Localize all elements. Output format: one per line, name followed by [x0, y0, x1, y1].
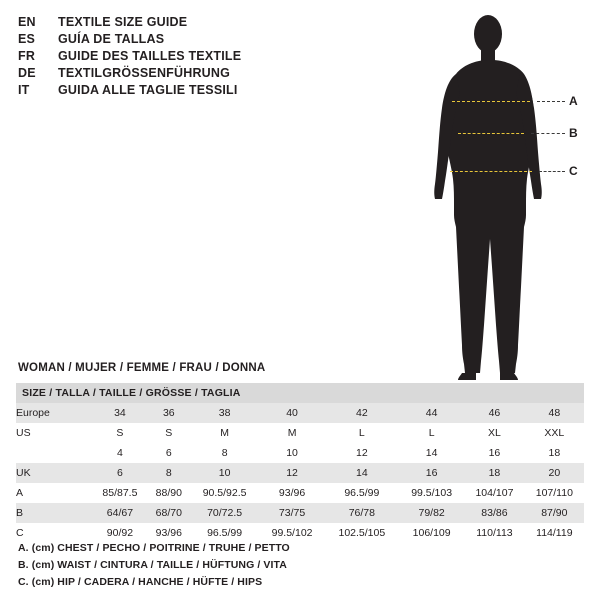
cell: 114/119 [525, 523, 584, 543]
table-header-row [16, 383, 584, 403]
cell: 20 [525, 463, 584, 483]
hip-label: C [569, 164, 578, 178]
cell: 8 [190, 443, 260, 463]
cell: 70/72.5 [190, 503, 260, 523]
hip-lead-line [539, 171, 565, 172]
cell: 99.5/102 [260, 523, 325, 543]
row-label: US [16, 423, 92, 443]
cell: 93/96 [148, 523, 190, 543]
language-code: ES [18, 32, 36, 46]
language-code: FR [18, 49, 36, 63]
cell: 96.5/99 [325, 483, 399, 503]
cell: L [325, 423, 399, 443]
cell: 79/82 [399, 503, 464, 523]
cell: 4 [92, 443, 148, 463]
chest-measure-line [452, 101, 530, 102]
cell: 85/87.5 [92, 483, 148, 503]
language-code: DE [18, 66, 36, 80]
cell: 14 [399, 443, 464, 463]
cell: XXL [525, 423, 584, 443]
cell: 10 [260, 443, 325, 463]
cell: 104/107 [464, 483, 525, 503]
row-label: UK [16, 463, 92, 483]
language-row-fr [18, 48, 318, 64]
row-label: Europe [16, 403, 92, 423]
cell: 76/78 [325, 503, 399, 523]
table-row [16, 503, 584, 523]
cell: 88/90 [148, 483, 190, 503]
chest-label: A [569, 94, 578, 108]
cell: 90.5/92.5 [190, 483, 260, 503]
language-title: TEXTILE SIZE GUIDE [58, 15, 188, 29]
cell: L [399, 423, 464, 443]
cell: 64/67 [92, 503, 148, 523]
row-label [16, 443, 92, 463]
row-label: B [16, 503, 92, 523]
figure-area [400, 8, 590, 388]
cell: S [148, 423, 190, 443]
waist-lead-line [531, 133, 565, 134]
cell: 83/86 [464, 503, 525, 523]
cell: 6 [148, 443, 190, 463]
row-label: A [16, 483, 92, 503]
language-code: IT [18, 83, 30, 97]
cell: 12 [260, 463, 325, 483]
cell: 90/92 [92, 523, 148, 543]
hip-measure-line [450, 171, 532, 172]
cell: 42 [325, 403, 399, 423]
waist-measure-line [458, 133, 524, 134]
cell: 38 [190, 403, 260, 423]
cell: 16 [464, 443, 525, 463]
language-row-it [18, 82, 318, 98]
language-title: GUIDE DES TAILLES TEXTILE [58, 49, 242, 63]
cell: 40 [260, 403, 325, 423]
cell: 18 [525, 443, 584, 463]
chest-lead-line [537, 101, 565, 102]
cell: 102.5/105 [325, 523, 399, 543]
legend-line-c: C. (cm) HIP / CADERA / HANCHE / HÜFTE / HIPS [18, 576, 263, 588]
cell: 44 [399, 403, 464, 423]
cell: 18 [464, 463, 525, 483]
cell: M [190, 423, 260, 443]
cell: 34 [92, 403, 148, 423]
language-row-en [18, 14, 318, 30]
table-row [16, 443, 584, 463]
cell: S [92, 423, 148, 443]
size-table [16, 383, 584, 543]
language-header-block [18, 14, 318, 99]
cell: 14 [325, 463, 399, 483]
cell: 107/110 [525, 483, 584, 503]
cell: 46 [464, 403, 525, 423]
cell: 87/90 [525, 503, 584, 523]
cell: 68/70 [148, 503, 190, 523]
cell: 6 [92, 463, 148, 483]
cell: 12 [325, 443, 399, 463]
cell: 16 [399, 463, 464, 483]
cell: 106/109 [399, 523, 464, 543]
cell: 99.5/103 [399, 483, 464, 503]
table-row [16, 403, 584, 423]
table-header-title: SIZE / TALLA / TAILLE / GRÖSSE / TAGLIA [16, 383, 584, 403]
cell: 110/113 [464, 523, 525, 543]
cell: M [260, 423, 325, 443]
language-code: EN [18, 15, 36, 29]
waist-label: B [569, 126, 578, 140]
language-title: TEXTILGRÖSSENFÜHRUNG [58, 66, 231, 80]
legend-line-a: A. (cm) CHEST / PECHO / POITRINE / TRUHE / PETTO [18, 542, 290, 554]
table-row [16, 463, 584, 483]
language-row-es [18, 31, 318, 47]
row-label: C [16, 523, 92, 543]
language-title: GUÍA DE TALLAS [58, 32, 165, 46]
cell: 96.5/99 [190, 523, 260, 543]
legend-line-b: B. (cm) WAIST / CINTURA / TAILLE / HÜFTUNG / VITA [18, 559, 287, 571]
cell: 8 [148, 463, 190, 483]
table-row [16, 423, 584, 443]
language-row-de [18, 65, 318, 81]
table-row [16, 483, 584, 503]
measurement-legend [18, 540, 578, 591]
cell: 36 [148, 403, 190, 423]
cell: 10 [190, 463, 260, 483]
female-body-silhouette-icon [400, 8, 590, 388]
cell: XL [464, 423, 525, 443]
cell: 48 [525, 403, 584, 423]
cell: 93/96 [260, 483, 325, 503]
table-group-title: WOMAN / MUJER / FEMME / FRAU / DONNA [18, 362, 266, 374]
language-title: GUIDA ALLE TAGLIE TESSILI [58, 83, 238, 97]
cell: 73/75 [260, 503, 325, 523]
